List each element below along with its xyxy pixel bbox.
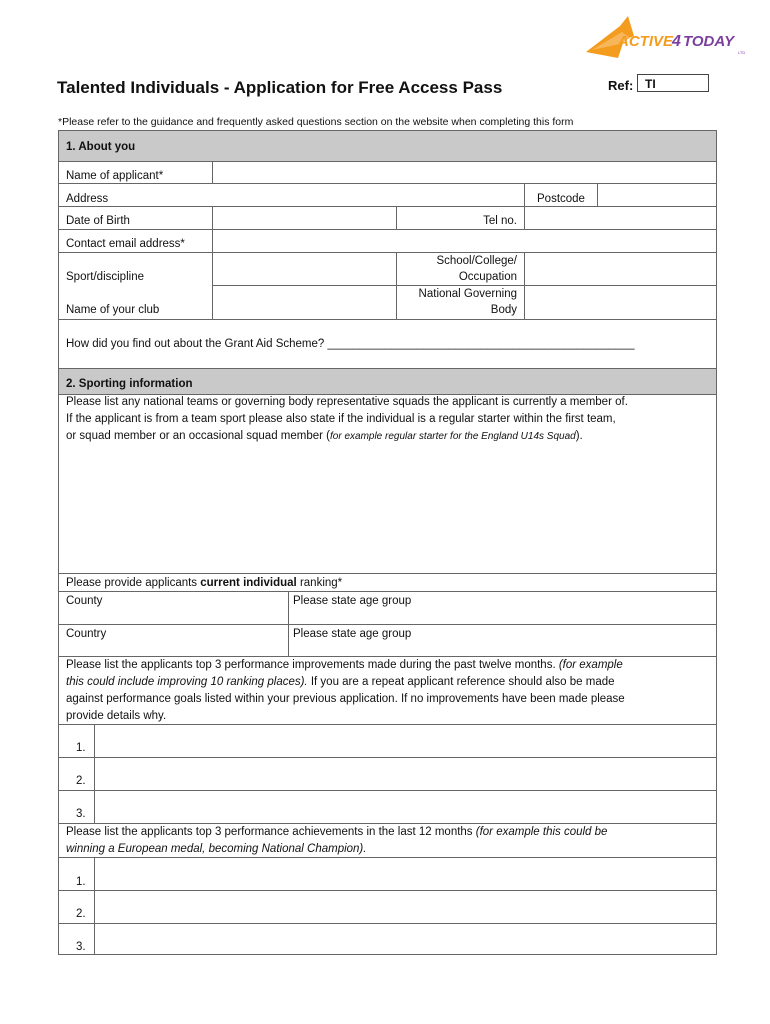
logo-text-active: ACTIVE (618, 33, 674, 50)
school-college-label-line-1: School/College/ (436, 255, 517, 267)
improvement-3-field[interactable] (95, 791, 715, 823)
section-2-header: 2. Sporting information (59, 369, 716, 394)
postcode-label: Postcode (537, 193, 585, 205)
date-of-birth-label: Date of Birth (66, 215, 130, 227)
country-age-group-field[interactable] (289, 625, 715, 655)
name-of-applicant-field[interactable] (213, 162, 715, 183)
ref-label: Ref: (608, 78, 634, 93)
improvements-text-1: Please list the applicants top 3 performance improvements made during the past twelve months. (66, 659, 559, 671)
logo-graphic (584, 14, 750, 60)
school-college-label-line-2: Occupation (458, 271, 517, 283)
improvements-instructions (66, 657, 716, 725)
ref-field[interactable]: TI (637, 74, 709, 92)
squads-example: for example regular starter for the England U14s Squad (330, 431, 576, 442)
country-label: Country (66, 628, 107, 640)
name-of-applicant-label: Name of applicant* (66, 170, 164, 182)
squads-line-2: If the applicant is from a team sport please also state if the individual is a regular starter within the first team, (66, 413, 616, 425)
achievement-3-field[interactable] (95, 924, 715, 954)
achievement-1-field[interactable] (95, 858, 715, 890)
national-governing-body-field[interactable] (525, 286, 715, 319)
section-1-header: 1. About you (59, 131, 716, 161)
improvement-number-1: 1. (76, 742, 86, 754)
improvements-line-3: against performance goals listed within your previous application. If no improvements have been made please (66, 693, 625, 705)
sport-discipline-label: Sport/discipline (66, 271, 144, 283)
country-ranking-field[interactable] (60, 625, 287, 655)
country-age-group-label: Please state age group (293, 628, 412, 640)
divider (396, 206, 397, 229)
achievement-2-field[interactable] (95, 891, 715, 923)
achievements-line-2 (66, 841, 716, 858)
improvement-2-field[interactable] (95, 758, 715, 790)
name-of-club-label: Name of your club (66, 304, 160, 316)
tel-no-field[interactable] (525, 207, 715, 229)
national-governing-body-label-line-2: Body (490, 304, 517, 316)
county-age-group-label: Please state age group (293, 595, 412, 607)
achievement-number-1: 1. (76, 876, 86, 888)
name-of-club-field[interactable] (213, 286, 395, 319)
school-college-field[interactable] (525, 253, 715, 285)
ranking-suffix: ranking* (296, 577, 343, 589)
ranking-label (66, 576, 342, 590)
school-college-label (399, 254, 517, 284)
achievement-number-3: 3. (76, 941, 86, 953)
divider (59, 319, 716, 320)
improvement-1-field[interactable] (95, 725, 715, 757)
improvements-line-1 (66, 657, 716, 674)
improvements-line-2 (66, 674, 716, 691)
achievements-text-1: Please list the applicants top 3 performance achievements in the last 12 months (66, 826, 476, 838)
national-governing-body-label (399, 287, 517, 317)
improvement-number-2: 2. (76, 775, 86, 787)
address-field[interactable] (213, 184, 523, 206)
active4today-logo (584, 14, 750, 60)
date-of-birth-field[interactable] (213, 207, 395, 229)
improvements-example-1: (for example (558, 659, 623, 671)
squads-answer-area[interactable] (60, 447, 715, 573)
improvements-example-2: this could include improving 10 ranking places). (66, 676, 308, 688)
improvement-number-3: 3. (76, 808, 86, 820)
page-title: Talented Individuals - Application for Free Access Pass (57, 78, 503, 97)
contact-email-label: Contact email address* (66, 238, 185, 250)
achievement-number-2: 2. (76, 908, 86, 920)
improvements-line-4: provide details why. (66, 710, 167, 722)
divider (524, 183, 525, 206)
achievements-example-1: (for example this could be (475, 826, 608, 838)
guidance-note: *Please refer to the guidance and frequently asked questions section on the website when completing this form (58, 116, 574, 128)
logo-text-ltd: LTD (738, 50, 746, 55)
application-form (58, 130, 717, 955)
logo-text-today: TODAY (683, 33, 735, 50)
county-ranking-field[interactable] (60, 592, 287, 624)
achievements-example-2: winning a European medal, becoming National Champion). (66, 843, 367, 855)
contact-email-field[interactable] (213, 230, 715, 252)
improvements-text-2: If you are a repeat applicant reference should also be made (307, 676, 615, 688)
squads-close: ). (575, 430, 583, 442)
squads-instructions (66, 394, 716, 445)
squads-line-1: Please list any national teams or governing body representative squads the applicant is currently a member of. (66, 396, 628, 408)
county-age-group-field[interactable] (289, 592, 715, 624)
achievements-line-1 (66, 824, 716, 841)
divider (59, 573, 716, 574)
tel-no-label: Tel no. (483, 215, 517, 227)
ranking-bold: current individual (200, 577, 297, 589)
logo-text-four: 4 (672, 33, 681, 50)
postcode-field[interactable] (598, 184, 715, 206)
sport-discipline-field[interactable] (213, 253, 395, 285)
ranking-prefix: Please provide applicants (66, 577, 201, 589)
address-label: Address (66, 193, 109, 205)
grant-aid-question[interactable]: How did you find out about the Grant Aid Scheme? ________________________________________________ (66, 338, 635, 350)
squads-line-3-text: or squad member or an occasional squad member ( (66, 430, 330, 442)
achievements-instructions (66, 824, 716, 858)
national-governing-body-label-line-1: National Governing (418, 288, 517, 300)
county-label: County (66, 595, 103, 607)
squads-line-3 (66, 428, 716, 445)
